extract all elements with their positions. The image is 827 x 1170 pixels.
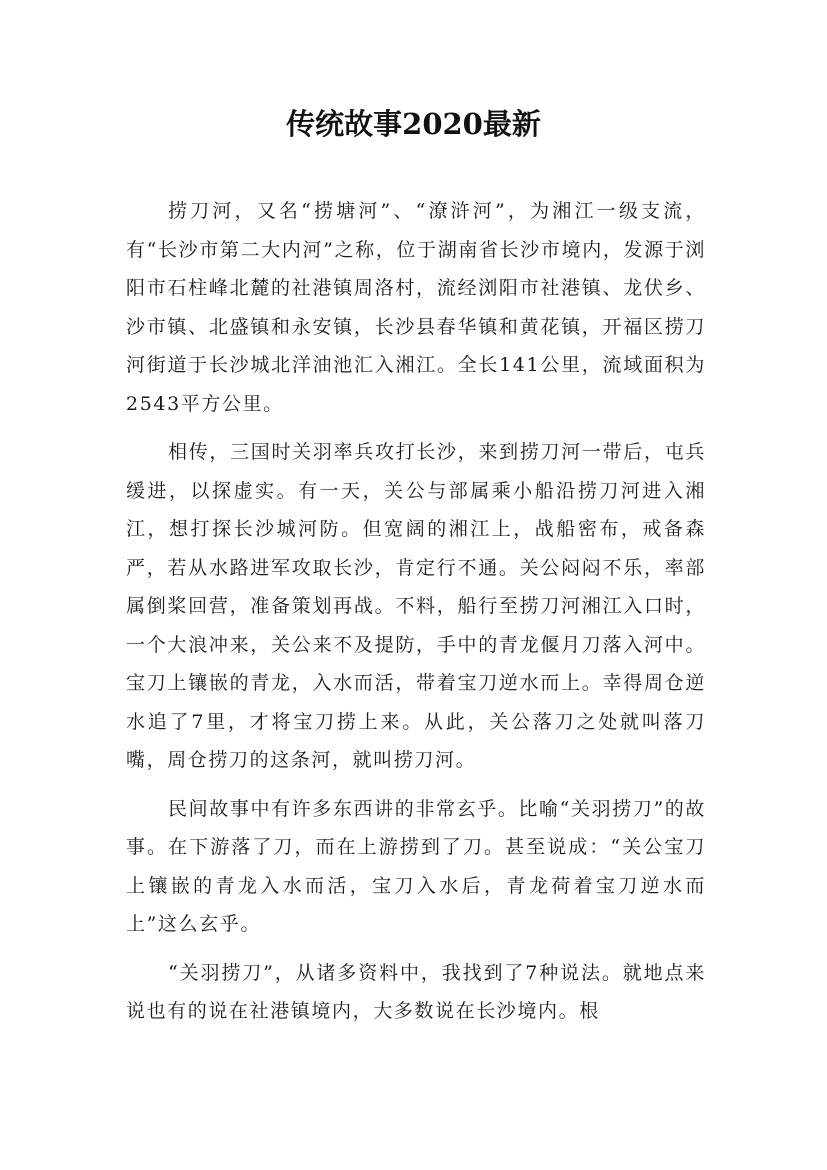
document-title: 传统故事2020最新 [286, 107, 541, 141]
paragraph-3: 民间故事中有许多东西讲的非常玄乎。比喻“关羽捞刀”的故事。在下游落了刀，而在上游捞到了刀。甚至说成：“关公宝刀上镶嵌的青龙入水而活，宝刀入水后，青龙荷着宝刀逆水而上”这么玄乎。 [126, 797, 706, 935]
paragraph-4: “关羽捞刀”，从诸多资料中，我找到了7种说法。就地点来说也有的说在社港镇境内，大多数说在长沙境内。根 [126, 961, 706, 1022]
paragraph-2: 相传，三国时关羽率兵攻打长沙，来到捞刀河一带后，屯兵缓进，以探虚实。有一天，关公与部属乘小船沿捞刀河进入湘江，想打探长沙城河防。但宽阔的湘江上，战船密布，戒备森严，若从水路进军攻取长沙，肯定行不通。关公闷闷不乐，率部属倒桨回营，准备策划再战。不料，船行至捞刀河湘江入口时，一个大浪冲来，关公来不及提防，手中的青龙偃月刀落入河中。宝刀上镶嵌的青龙，入水而活，带着宝刀逆水而上。幸得周仓逆水追了7里，才将宝刀捞上来。从此，关公落刀之处就叫落刀嘴，周仓捞刀的这条河，就叫捞刀河。 [126, 441, 706, 771]
paragraph-1: 捞刀河，又名“捞塘河”、“潦浒河”，为湘江一级支流，有“长沙市第二大内河”之称，位于湖南省长沙市境内，发源于浏阳市石柱峰北麓的社港镇周洛村，流经浏阳市社港镇、龙伏乡、沙市镇、北盛镇和永安镇，长沙县春华镇和黄花镇，开福区捞刀河街道于长沙城北洋油池汇入湘江。全长141公里，流域面积为2543平方公里。 [126, 200, 706, 415]
document-body [126, 192, 706, 1041]
